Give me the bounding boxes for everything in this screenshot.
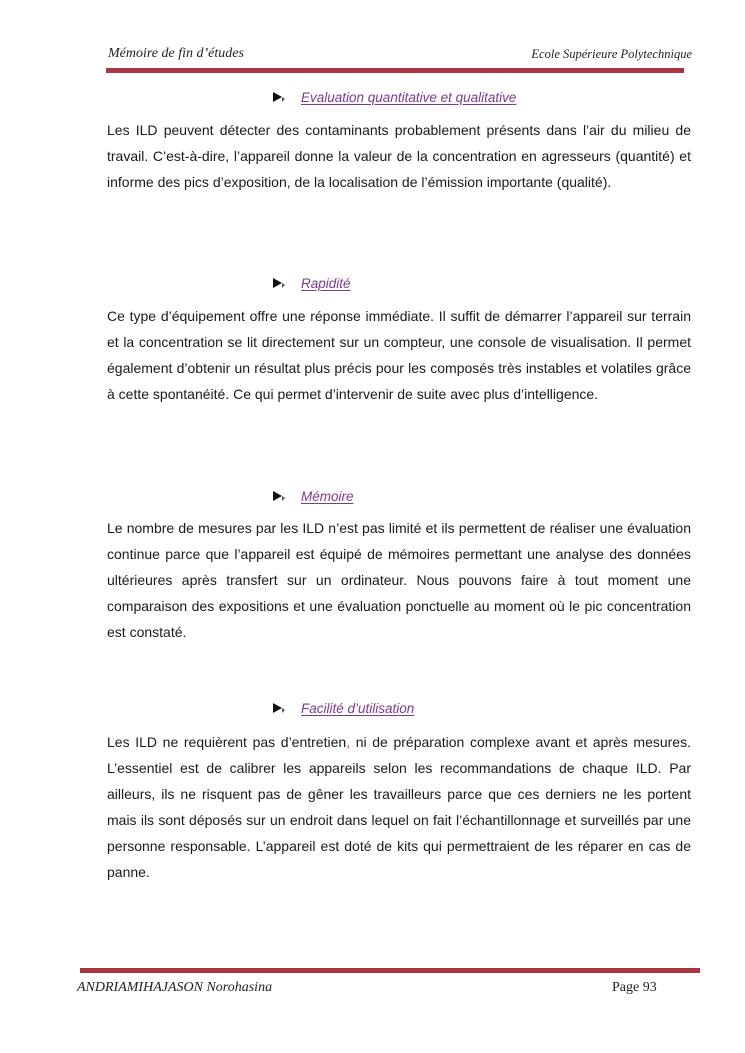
section-paragraph: Ce type d’équipement offre une réponse immédiate. Il suffit de démarrer l’appareil sur terrain et la concentration se lit directement sur un compteur, une console de visualisation. Il permet également d’obtenir un résultat plus précis pour les composés très instables et volatiles grâce à cette spontanéité. Ce qui permet d’intervenir de suite avec plus d’intelligence. — [107, 308, 691, 402]
paragraph-text: Les ILD ne requièrent pas d’entretien — [107, 734, 347, 750]
section-paragraph: Les ILD peuvent détecter des contaminants probablement présents dans l’air du milieu de travail. C’est-à-dire, l’appareil donne la valeur de la concentration en agresseurs (quantité) et informe des pics d’exposition, de la localisation de l’émission importante (qualité). — [107, 122, 691, 190]
paragraph-text: ni de préparation complexe avant et après mesures. L’essentiel est de calibrer les appareils selon les recommandations de chaque ILD. Par ailleurs, ils ne risquent pas de gêner les travailleurs parce que ces derniers ne les portent mais ils sont déposés sur un endroit dans lequel on fait l’échantillonnage et surveillés par une personne responsable. L’appareil est doté de kits qui permettraient de les réparer en cas de panne. — [107, 734, 691, 880]
section-heading-facilite — [272, 699, 414, 717]
section-heading-rapidite — [272, 274, 351, 292]
arrow-bullet-icon — [272, 90, 286, 104]
section-heading-text: Mémoire — [301, 488, 354, 504]
highlighted-comma: , — [346, 734, 351, 750]
section-heading-text: Rapidité — [301, 275, 351, 291]
section-heading-text: Facilité d’utilisation — [301, 700, 415, 716]
section-paragraph: Le nombre de mesures par les ILD n’est pas limité et ils permettent de réaliser une évaluation continue parce que l’appareil est équipé de mémoires permettant une analyse des données ultérieures après transfert sur un ordinateur. Nous pouvons faire à tout moment une comparaison des expositions et une évaluation ponctuelle au moment où le pic concentration est constaté. — [107, 520, 691, 640]
footer-author: ANDRIAMIHAJASON Norohasina — [77, 980, 273, 995]
arrow-bullet-icon — [272, 276, 286, 290]
arrow-bullet-icon — [272, 701, 286, 715]
header-rule — [106, 68, 684, 73]
section-paragraph — [107, 729, 691, 885]
section-heading-evaluation — [272, 88, 516, 106]
footer-rule — [80, 968, 700, 973]
header-school-name: Ecole Supérieure Polytechnique — [531, 47, 692, 61]
header-document-title: Mémoire de fin d’études — [108, 46, 244, 61]
section-heading-memoire — [272, 487, 354, 505]
footer-page-number: Page 93 — [612, 980, 657, 995]
arrow-bullet-icon — [272, 489, 286, 503]
section-heading-text: Evaluation quantitative et qualitative — [301, 89, 517, 105]
